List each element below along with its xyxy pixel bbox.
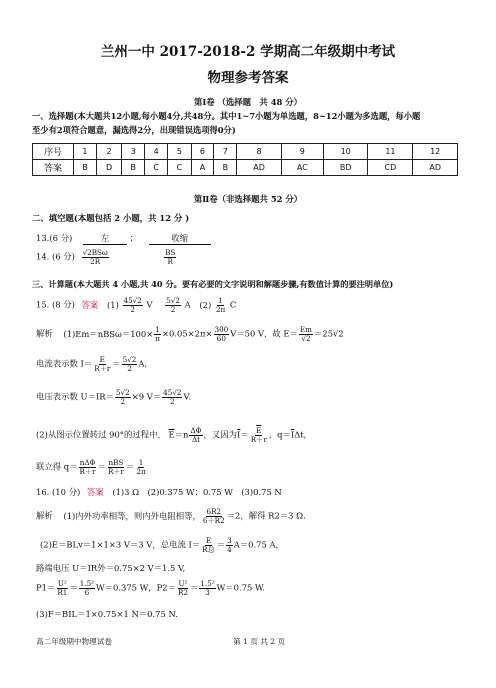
fraction-numerator: 1.5² xyxy=(200,579,215,588)
fraction-denominator: R1 xyxy=(57,587,68,597)
solution-text: ＝ xyxy=(112,358,121,369)
answer-table-number-row xyxy=(33,144,458,160)
solution-text: A, xyxy=(138,358,148,369)
answer-table xyxy=(32,143,458,176)
fraction-denominator: 2π xyxy=(136,466,146,476)
q15-part1b-value xyxy=(165,297,181,313)
q13-label: 13.(6 分) xyxy=(36,233,73,243)
fraction-numerator: 5√2 xyxy=(115,388,130,397)
answer-cell: B xyxy=(74,160,97,176)
fraction-denominator: π xyxy=(155,333,160,343)
solution-text: ，又因为 xyxy=(203,429,238,440)
solution-text: Δt, xyxy=(294,429,307,440)
fraction-numerator: U² xyxy=(178,579,188,588)
fraction-denominator: R xyxy=(167,256,173,266)
fraction-numerator: nBS xyxy=(108,458,124,467)
fraction xyxy=(202,508,226,524)
fraction-denominator: 6＋R2 xyxy=(202,515,225,525)
answer-cell: AD xyxy=(413,160,458,176)
q16-solution-line4 xyxy=(36,580,265,596)
fraction-numerator: Em xyxy=(299,325,312,334)
fraction-numerator: E xyxy=(205,536,212,545)
part1-instruction-line1: 一、选择题(本大题共12小题,每小题4分,共48分。其中1~7小题为单选题，8~12小题为多选题，每小题 xyxy=(32,111,421,121)
fraction-denominator: R＋r xyxy=(250,434,267,444)
solution-text: (2)从图示位置转过 90°的过程中， xyxy=(36,429,166,440)
answer-cell: C xyxy=(145,160,168,176)
solution-text: ＝n xyxy=(174,429,189,440)
question-number: 8 xyxy=(237,144,282,160)
fraction-numerator: E xyxy=(99,355,105,364)
fraction-numerator: 1 xyxy=(155,325,160,334)
part1-heading: 第Ⅰ卷 （选择题 共 48 分） xyxy=(193,97,303,107)
solution-text: ＝ xyxy=(126,461,135,472)
q13-answer-2: 收缩 xyxy=(149,232,211,245)
fraction-numerator: 5√2 xyxy=(122,355,137,364)
question-number: 3 xyxy=(122,144,145,160)
fraction-denominator: Δt xyxy=(191,434,201,444)
solution-text: ＝ xyxy=(189,582,199,593)
solution-text: ＝ xyxy=(216,539,226,550)
question-number: 5 xyxy=(168,144,191,160)
fraction-numerator: ΔΦ xyxy=(190,426,202,435)
fraction xyxy=(162,389,182,405)
answer-cell: AC xyxy=(281,160,323,176)
q16-solution-line5: (3)F＝BIL＝1×0.75×1 N＝0.75 N. xyxy=(36,609,178,619)
solution-text: ＝ xyxy=(69,582,78,593)
solution-label: 解析 xyxy=(36,510,53,521)
q16-solution-line1 xyxy=(36,508,306,524)
average-emf-symbol: $\overline{E}$ xyxy=(168,429,175,440)
q13-line xyxy=(36,232,211,245)
fraction-numerator: nΔΦ xyxy=(79,458,96,467)
q15-label: 15. (8 分) xyxy=(36,299,75,310)
answer-cell: B xyxy=(214,160,237,176)
q15-answer-line xyxy=(36,297,236,313)
q13-answer-1: 左 xyxy=(83,232,127,245)
solution-text: 联立得 q＝ xyxy=(36,461,78,472)
q14-label: 14. (6 分) xyxy=(36,251,75,262)
solution-text: V＝50 V，故 E＝ xyxy=(230,328,298,339)
q15-solution-line5 xyxy=(36,459,148,475)
solution-text: A＝0.75 A， xyxy=(233,539,284,550)
fraction-denominator: 2 xyxy=(120,396,126,406)
fraction-numerator: 6R2 xyxy=(206,507,222,516)
answer-cell: CD xyxy=(368,160,413,176)
fraction-denominator: R总 xyxy=(202,544,215,554)
answer-cell: D xyxy=(96,160,121,176)
fraction xyxy=(107,459,125,475)
question-number: 9 xyxy=(281,144,323,160)
fraction xyxy=(56,580,68,596)
fraction-denominator: R＋r xyxy=(94,363,111,373)
solution-text: W＝0.375 W，P2＝ xyxy=(96,582,176,593)
fraction-numerator: $\overline{E}$ xyxy=(256,426,262,435)
fraction xyxy=(214,326,230,342)
solution-text: ，q＝ xyxy=(268,429,291,440)
answer-cell: BD xyxy=(323,160,368,176)
fraction-denominator: R＋r xyxy=(79,466,96,476)
fraction-denominator: 4 xyxy=(227,544,232,554)
solution-label: 解析 xyxy=(36,328,53,339)
question-number: 1 xyxy=(74,144,97,160)
fraction xyxy=(79,580,95,596)
solution-text: 电压表示数 U＝IR＝ xyxy=(36,391,114,402)
q15-solution-line3 xyxy=(36,389,191,405)
fraction-denominator: 2 xyxy=(170,396,175,406)
q15-part1b-unit: A xyxy=(184,299,191,310)
fraction-denominator: 2 xyxy=(127,363,132,373)
question-number: 12 xyxy=(413,144,458,160)
solution-text: ×0.05×2π× xyxy=(161,328,213,339)
solution-text: ＝25√2 xyxy=(313,328,344,339)
q14-answer-2 xyxy=(164,249,176,265)
fraction-numerator: 300 xyxy=(214,325,229,334)
fraction-denominator: 3 xyxy=(205,587,210,597)
calc-heading: 三、计算题(本大题共 4 小题,共 40 分。要有必要的文字说明和解题步骤,有数值计算的要注明单位) xyxy=(32,279,394,289)
answer-table-answer-row xyxy=(33,160,458,176)
fill-in-heading: 二、填空题(本题包括 2 小题，共 12 分 ) xyxy=(32,213,190,223)
fraction-denominator: 60 xyxy=(216,333,226,343)
solution-text: W＝0.75 W. xyxy=(216,582,265,593)
answer-tag: 答案 xyxy=(81,299,99,310)
q14-answer-1 xyxy=(82,249,109,265)
fraction-denominator: √2 xyxy=(301,333,311,343)
fraction-denominator: 2 xyxy=(170,304,176,314)
answer-cell: AD xyxy=(237,160,282,176)
q15-part1-unit: V xyxy=(146,299,153,310)
fraction-numerator: 3 xyxy=(227,536,232,545)
q15-part1-value xyxy=(123,297,143,313)
question-number: 2 xyxy=(96,144,121,160)
q15-part2-value xyxy=(215,297,226,313)
part2-heading: 第Ⅱ卷（非选择题共 52 分） xyxy=(193,194,303,204)
page-number: 第 1 页 共 2 页 xyxy=(233,637,286,646)
document-title: 兰州一中 2017-2018-2 学期高二年级期中考试 xyxy=(100,44,396,60)
fraction-numerator: 1 xyxy=(138,458,144,467)
q14-line xyxy=(36,249,177,265)
fraction-denominator: 2 xyxy=(130,304,135,314)
row-label-number: 序号 xyxy=(33,144,74,160)
solution-text: V. xyxy=(183,391,191,402)
question-number: 4 xyxy=(145,144,168,160)
fraction-denominator: 2π xyxy=(215,304,226,314)
q15-part2-prefix: (2) xyxy=(199,299,212,310)
solution-text: (1)Em＝nBSω＝100× xyxy=(63,328,154,339)
fraction-numerator: √2BSω xyxy=(82,248,108,257)
fraction xyxy=(201,537,216,553)
fraction xyxy=(250,427,268,443)
average-current-symbol: $\overline{I}$ xyxy=(237,429,241,440)
q16-solution-line3: 路端电压 U＝IR外＝0.75×2 V＝1.5 V, xyxy=(36,563,186,573)
average-current-symbol: $\overline{I}$ xyxy=(290,429,295,440)
q13-separator: ； xyxy=(129,233,138,243)
part1-instruction-line2: 至少有2项符合题意，漏选得2分，出现错误选项得0分) xyxy=(32,125,236,135)
fraction xyxy=(135,459,146,475)
document-subtitle: 物理参考答案 xyxy=(207,70,289,86)
solution-text: ＝ xyxy=(240,429,249,440)
fraction-denominator: 2R xyxy=(90,256,101,266)
row-label-answer: 答案 xyxy=(33,160,74,176)
q15-solution-line4 xyxy=(36,427,306,443)
fraction-numerator: 45√2 xyxy=(123,296,142,305)
question-number: 6 xyxy=(191,144,214,160)
solution-text: (2)E＝BLv＝1×1×3 V＝3 V，总电流 I＝ xyxy=(40,539,201,550)
answer-cell: B xyxy=(122,160,145,176)
footer-left: 高二年级期中物理试卷 xyxy=(36,637,112,646)
fraction-denominator: 6 xyxy=(84,587,90,597)
q15-solution-line1 xyxy=(36,326,344,342)
fraction-denominator: R＋r xyxy=(107,466,124,476)
answer-cell: C xyxy=(168,160,191,176)
q16-answer-text: (1)3 Ω (2)0.375 W；0.75 W (3)0.75 N xyxy=(112,487,282,497)
fraction xyxy=(93,356,111,372)
question-number: 10 xyxy=(323,144,368,160)
fraction xyxy=(189,427,202,443)
fraction xyxy=(79,459,97,475)
solution-text: ＝2，解得 R2＝3 Ω. xyxy=(226,510,306,521)
q16-solution-line2 xyxy=(40,537,284,553)
fraction-numerator: 1 xyxy=(218,296,223,305)
fraction-numerator: 1.5² xyxy=(79,579,95,588)
q16-label: 16. (10 分) xyxy=(36,487,81,497)
fraction xyxy=(154,326,161,342)
solution-text: ×9 V＝ xyxy=(131,391,162,402)
solution-text: ＝ xyxy=(97,461,106,472)
answer-tag: 答案 xyxy=(86,487,104,497)
solution-text: P1＝ xyxy=(36,582,56,593)
q15-part1-prefix: (1) xyxy=(106,299,119,310)
question-number: 7 xyxy=(214,144,237,160)
fraction-numerator: BS xyxy=(165,248,176,257)
fraction xyxy=(177,580,189,596)
fraction xyxy=(299,326,313,342)
solution-text: 电流表示数 I＝ xyxy=(36,358,93,369)
answer-cell: A xyxy=(191,160,214,176)
q15-part2-unit: C xyxy=(229,299,237,310)
fraction-numerator: U² xyxy=(57,579,67,588)
q15-solution-line2 xyxy=(36,356,147,372)
fraction-numerator: 5√2 xyxy=(166,296,180,305)
fraction xyxy=(115,389,131,405)
fraction xyxy=(122,356,138,372)
fraction xyxy=(226,537,233,553)
fraction-numerator: 45√2 xyxy=(163,388,182,397)
q16-answer-line xyxy=(36,486,282,498)
question-number: 11 xyxy=(368,144,413,160)
solution-text: (1)内外功率相等，则内外电阻相等， xyxy=(63,510,201,521)
fraction-denominator: R2 xyxy=(177,587,188,597)
fraction xyxy=(199,580,215,596)
